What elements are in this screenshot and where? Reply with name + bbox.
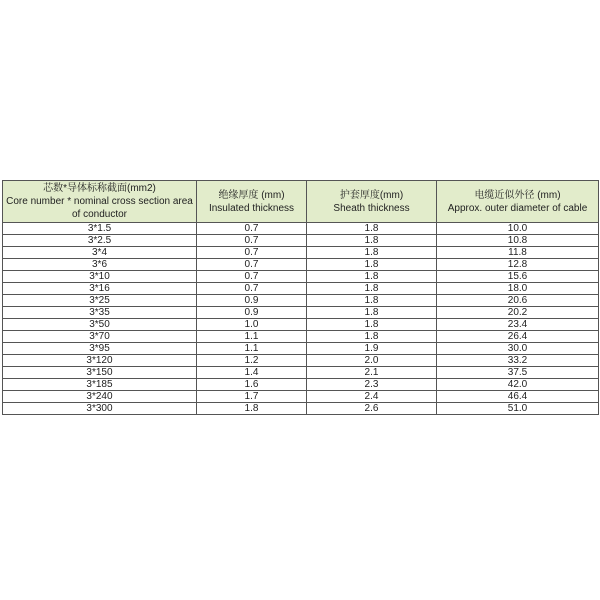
cell-outer-diameter: 51.0 bbox=[437, 403, 599, 415]
cell-sheath-thickness: 2.4 bbox=[307, 391, 437, 403]
cell-sheath-thickness: 1.8 bbox=[307, 307, 437, 319]
cable-spec-table bbox=[2, 180, 599, 415]
cell-outer-diameter: 37.5 bbox=[437, 367, 599, 379]
cell-outer-diameter: 46.4 bbox=[437, 391, 599, 403]
cell-sheath-thickness: 1.8 bbox=[307, 295, 437, 307]
table-row bbox=[3, 367, 599, 379]
cell-sheath-thickness: 1.9 bbox=[307, 343, 437, 355]
cell-outer-diameter: 12.8 bbox=[437, 259, 599, 271]
cell-core-section: 3*4 bbox=[3, 247, 197, 259]
cell-insulated-thickness: 1.4 bbox=[197, 367, 307, 379]
cell-sheath-thickness: 1.8 bbox=[307, 235, 437, 247]
cell-sheath-thickness: 2.6 bbox=[307, 403, 437, 415]
cell-outer-diameter: 42.0 bbox=[437, 379, 599, 391]
cell-core-section: 3*240 bbox=[3, 391, 197, 403]
cell-core-section: 3*120 bbox=[3, 355, 197, 367]
cell-core-section: 3*50 bbox=[3, 319, 197, 331]
cell-outer-diameter: 20.2 bbox=[437, 307, 599, 319]
cell-core-section: 3*185 bbox=[3, 379, 197, 391]
cell-sheath-thickness: 1.8 bbox=[307, 259, 437, 271]
header-insulated-thickness bbox=[197, 181, 307, 223]
cell-sheath-thickness: 1.8 bbox=[307, 247, 437, 259]
cell-insulated-thickness: 1.1 bbox=[197, 331, 307, 343]
cell-outer-diameter: 10.0 bbox=[437, 223, 599, 235]
cell-core-section: 3*95 bbox=[3, 343, 197, 355]
cell-outer-diameter: 30.0 bbox=[437, 343, 599, 355]
cell-insulated-thickness: 0.9 bbox=[197, 295, 307, 307]
table-row bbox=[3, 379, 599, 391]
table-row bbox=[3, 271, 599, 283]
header-sheath-thickness bbox=[307, 181, 437, 223]
cell-insulated-thickness: 1.2 bbox=[197, 355, 307, 367]
cell-core-section: 3*150 bbox=[3, 367, 197, 379]
table-row bbox=[3, 259, 599, 271]
cell-outer-diameter: 20.6 bbox=[437, 295, 599, 307]
header-insulated-thickness-zh: 绝缘厚度 (mm) bbox=[218, 189, 285, 201]
header-core-section-zh: 芯数*导体标称截面(mm2) bbox=[43, 183, 156, 194]
cell-core-section: 3*25 bbox=[3, 295, 197, 307]
cell-outer-diameter: 18.0 bbox=[437, 283, 599, 295]
table-row bbox=[3, 319, 599, 331]
header-outer-diameter-zh: 电缆近似外径 (mm) bbox=[474, 189, 561, 201]
cell-insulated-thickness: 0.7 bbox=[197, 259, 307, 271]
cell-sheath-thickness: 1.8 bbox=[307, 319, 437, 331]
cell-core-section: 3*16 bbox=[3, 283, 197, 295]
table-row bbox=[3, 235, 599, 247]
cell-insulated-thickness: 1.1 bbox=[197, 343, 307, 355]
cell-core-section: 3*300 bbox=[3, 403, 197, 415]
cell-outer-diameter: 26.4 bbox=[437, 331, 599, 343]
table-row bbox=[3, 331, 599, 343]
header-outer-diameter bbox=[437, 181, 599, 223]
table-body bbox=[3, 223, 599, 415]
table-row bbox=[3, 223, 599, 235]
cell-insulated-thickness: 0.7 bbox=[197, 271, 307, 283]
cell-core-section: 3*1.5 bbox=[3, 223, 197, 235]
cell-outer-diameter: 33.2 bbox=[437, 355, 599, 367]
header-sheath-thickness-zh: 护套厚度(mm) bbox=[339, 189, 404, 201]
cell-insulated-thickness: 0.7 bbox=[197, 223, 307, 235]
cell-insulated-thickness: 0.7 bbox=[197, 235, 307, 247]
cell-sheath-thickness: 2.0 bbox=[307, 355, 437, 367]
cell-insulated-thickness: 1.0 bbox=[197, 319, 307, 331]
cell-sheath-thickness: 1.8 bbox=[307, 223, 437, 235]
table-row bbox=[3, 403, 599, 415]
table-row bbox=[3, 307, 599, 319]
table-header-row bbox=[3, 181, 599, 223]
cell-insulated-thickness: 0.7 bbox=[197, 247, 307, 259]
table-row bbox=[3, 247, 599, 259]
cell-core-section: 3*10 bbox=[3, 271, 197, 283]
cell-outer-diameter: 10.8 bbox=[437, 235, 599, 247]
cell-sheath-thickness: 2.1 bbox=[307, 367, 437, 379]
cell-outer-diameter: 23.4 bbox=[437, 319, 599, 331]
cell-insulated-thickness: 1.7 bbox=[197, 391, 307, 403]
header-core-section bbox=[3, 181, 197, 223]
header-outer-diameter-en: Approx. outer diameter of cable bbox=[447, 202, 588, 214]
cell-insulated-thickness: 1.6 bbox=[197, 379, 307, 391]
cell-insulated-thickness: 0.7 bbox=[197, 283, 307, 295]
table-row bbox=[3, 343, 599, 355]
cell-insulated-thickness: 1.8 bbox=[197, 403, 307, 415]
cell-core-section: 3*70 bbox=[3, 331, 197, 343]
header-insulated-thickness-en: Insulated thickness bbox=[208, 202, 295, 214]
cell-outer-diameter: 11.8 bbox=[437, 247, 599, 259]
table-row bbox=[3, 283, 599, 295]
table-row bbox=[3, 355, 599, 367]
header-sheath-thickness-en: Sheath thickness bbox=[333, 202, 410, 214]
cell-core-section: 3*35 bbox=[3, 307, 197, 319]
cell-insulated-thickness: 0.9 bbox=[197, 307, 307, 319]
cell-sheath-thickness: 1.8 bbox=[307, 331, 437, 343]
cell-outer-diameter: 15.6 bbox=[437, 271, 599, 283]
table-row bbox=[3, 391, 599, 403]
cell-core-section: 3*6 bbox=[3, 259, 197, 271]
cell-sheath-thickness: 1.8 bbox=[307, 271, 437, 283]
table-row bbox=[3, 295, 599, 307]
cell-core-section: 3*2.5 bbox=[3, 235, 197, 247]
cell-sheath-thickness: 2.3 bbox=[307, 379, 437, 391]
cell-sheath-thickness: 1.8 bbox=[307, 283, 437, 295]
header-core-section-en: Core number * nominal cross section area of conductor bbox=[6, 196, 193, 220]
